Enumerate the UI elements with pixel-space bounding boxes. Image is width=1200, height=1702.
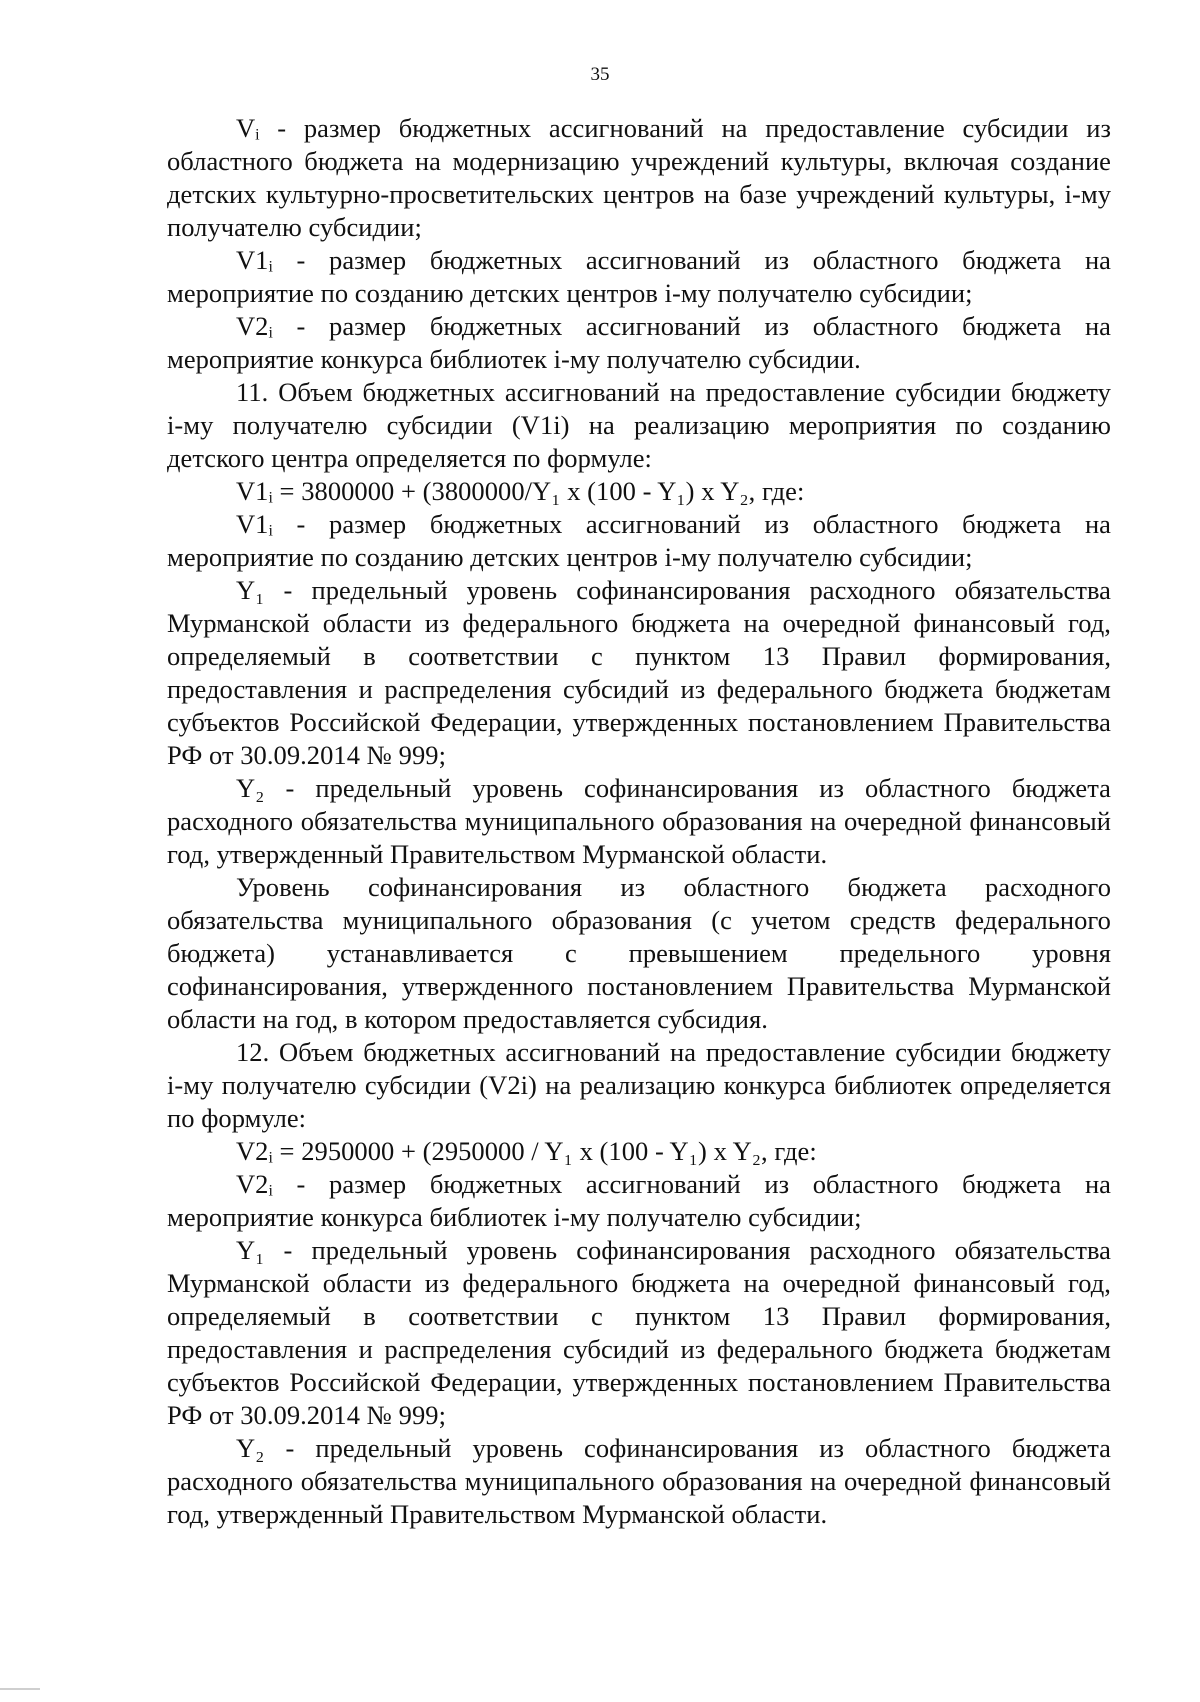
paragraph-item-11: 11. Объем бюджетных ассигнований на предоставление субсидии бюджету i-му получателю субсидии (V1i) на реализацию мероприятия по созданию детского центра определяется по формуле: — [167, 377, 1111, 473]
paragraph-v2i-definition: V2ᵢ - размер бюджетных ассигнований из областного бюджета на мероприятие конкурса библиотек i-му получателю субсидии. — [167, 311, 1111, 374]
page-number: 35 — [590, 64, 610, 85]
formula-v1i: V1ᵢ = 3800000 + (3800000/Y₁ x (100 - Y₁) x Y₂, где: — [236, 476, 805, 506]
paragraph-v2i-definition-2: V2ᵢ - размер бюджетных ассигнований из областного бюджета на мероприятие конкурса библиотек i-му получателю субсидии; — [167, 1169, 1111, 1232]
scan-edge-mark — [0, 1688, 40, 1690]
paragraph-vi-definition: Vᵢ - размер бюджетных ассигнований на предоставление субсидии из областного бюджета на модернизацию учреждений культуры, включая создание детских культурно-просветительских центров на базе учреждений культуры, i-му получателю субсидии; — [167, 113, 1111, 242]
document-body — [167, 112, 1111, 1531]
paragraph-y1-definition-2: Y₁ - предельный уровень софинансирования расходного обязательства Мурманской области из федерального бюджета на очередной финансовый год, определяемый в соответствии с пунктом 13 Правил формирования, предоставления и распределения субсидий из федерального бюджета бюджетам субъектов Российской Федерации, утвержденных постановлением Правительства РФ от 30.09.2014 № 999; — [167, 1235, 1111, 1430]
paragraph-v1i-definition-2: V1ᵢ - размер бюджетных ассигнований из областного бюджета на мероприятие по созданию детских центров i-му получателю субсидии; — [167, 509, 1111, 572]
paragraph-y1-definition: Y₁ - предельный уровень софинансирования расходного обязательства Мурманской области из федерального бюджета на очередной финансовый год, определяемый в соответствии с пунктом 13 Правил формирования, предоставления и распределения субсидий из федерального бюджета бюджетам субъектов Российской Федерации, утвержденных постановлением Правительства РФ от 30.09.2014 № 999; — [167, 575, 1111, 770]
paragraph-cofinancing-level: Уровень софинансирования из областного бюджета расходного обязательства муниципального образования (с учетом средств федерального бюджета) устанавливается с превышением предельного уровня софинансирования, утвержденного постановлением Правительства Мурманской области на год, в котором предоставляется субсидия. — [167, 872, 1111, 1034]
paragraph-y2-definition-2: Y₂ - предельный уровень софинансирования из областного бюджета расходного обязательства муниципального образования на очередной финансовый год, утвержденный Правительством Мурманской области. — [167, 1433, 1111, 1529]
paragraph-y2-definition: Y₂ - предельный уровень софинансирования из областного бюджета расходного обязательства муниципального образования на очередной финансовый год, утвержденный Правительством Мурманской области. — [167, 773, 1111, 869]
paragraph-v1i-definition: V1ᵢ - размер бюджетных ассигнований из областного бюджета на мероприятие по созданию детских центров i-му получателю субсидии; — [167, 245, 1111, 308]
formula-v2i: V2ᵢ = 2950000 + (2950000 / Y₁ x (100 - Y₁) x Y₂, где: — [236, 1136, 817, 1166]
paragraph-item-12: 12. Объем бюджетных ассигнований на предоставление субсидии бюджету i-му получателю субсидии (V2i) на реализацию конкурса библиотек определяется по формуле: — [167, 1037, 1111, 1133]
